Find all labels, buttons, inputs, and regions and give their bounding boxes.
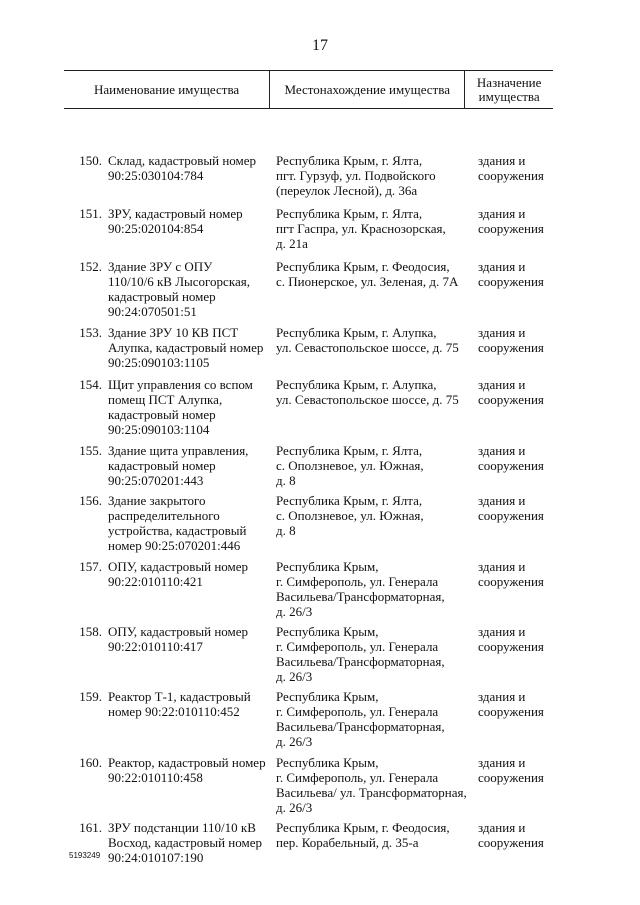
property-purpose-line: здания и bbox=[478, 259, 526, 274]
property-purpose-line: здания и bbox=[478, 443, 526, 458]
property-purpose-line: сооружения bbox=[478, 221, 544, 236]
property-name-line: 110/10/6 кВ Лысогорская, bbox=[108, 274, 250, 289]
property-name-line: Алупка, кадастровый номер bbox=[108, 340, 264, 355]
property-name-line: 90:22:010110:421 bbox=[108, 574, 203, 589]
property-purpose-line: сооружения bbox=[478, 168, 544, 183]
property-name-line: 90:25:070201:443 bbox=[108, 473, 204, 488]
property-location-line: Республика Крым, bbox=[276, 624, 379, 639]
property-name-line: Восход, кадастровый номер bbox=[108, 835, 263, 850]
property-location-line: Васильева/ ул. Трансформаторная, bbox=[276, 785, 467, 800]
property-purpose-line: здания и bbox=[478, 206, 526, 221]
row-number: 155. bbox=[79, 443, 102, 458]
property-name bbox=[108, 153, 270, 183]
property-name-line: 90:25:030104:784 bbox=[108, 168, 204, 183]
property-location-line: д. 8 bbox=[276, 473, 296, 488]
property-location bbox=[276, 624, 466, 684]
property-location-line: Республика Крым, bbox=[276, 755, 379, 770]
property-location-line: д. 26/3 bbox=[276, 800, 313, 815]
property-location-line: Васильева/Трансформаторная, bbox=[276, 654, 445, 669]
document-code: 5193249 bbox=[69, 851, 101, 860]
property-location bbox=[276, 820, 466, 850]
property-location-line: Республика Крым, г. Алупка, bbox=[276, 325, 437, 340]
property-location-line: ул. Севастопольское шоссе, д. 75 bbox=[276, 392, 459, 407]
property-name-line: 90:24:010107:190 bbox=[108, 850, 204, 865]
property-name-line: ЗРУ подстанции 110/10 кВ bbox=[108, 820, 256, 835]
property-location-line: Республика Крым, г. Ялта, bbox=[276, 206, 423, 221]
property-location-line: ул. Севастопольское шоссе, д. 75 bbox=[276, 340, 459, 355]
property-purpose-line: сооружения bbox=[478, 639, 544, 654]
page-number: 17 bbox=[312, 37, 328, 54]
property-name-line: Щит управления со вспом bbox=[108, 377, 253, 392]
property-name-line: Здание закрытого bbox=[108, 493, 206, 508]
header-location: Местонахождение имущества bbox=[269, 71, 464, 108]
property-name-line: 90:25:020104:854 bbox=[108, 221, 204, 236]
property-name bbox=[108, 755, 270, 785]
property-location-line: Васильева/Трансформаторная, bbox=[276, 719, 445, 734]
property-location-line: д. 26/3 bbox=[276, 734, 313, 749]
property-location bbox=[276, 259, 466, 289]
property-location-line: (переулок Лесной), д. 36а bbox=[276, 183, 418, 198]
property-name-line: Здание ЗРУ с ОПУ bbox=[108, 259, 213, 274]
property-name-line: ОПУ, кадастровый номер bbox=[108, 624, 249, 639]
table-header bbox=[64, 70, 553, 109]
row-number: 152. bbox=[79, 259, 102, 274]
property-purpose-line: сооружения bbox=[478, 770, 544, 785]
property-name-line: ЗРУ, кадастровый номер bbox=[108, 206, 243, 221]
header-name: Наименование имущества bbox=[93, 81, 240, 97]
property-location-line: г. Симферополь, ул. Генерала bbox=[276, 770, 439, 785]
property-location-line: Республика Крым, bbox=[276, 689, 379, 704]
header-purpose bbox=[464, 71, 553, 108]
row-number: 153. bbox=[79, 325, 102, 340]
property-location-line: Республика Крым, г. Феодосия, bbox=[276, 820, 450, 835]
property-purpose bbox=[478, 820, 554, 850]
row-number: 161. bbox=[79, 820, 102, 835]
property-name-line: Склад, кадастровый номер bbox=[108, 153, 257, 168]
property-location bbox=[276, 689, 466, 749]
property-name-line: ОПУ, кадастровый номер bbox=[108, 559, 249, 574]
header-purpose-line: имущества bbox=[478, 88, 540, 104]
property-purpose bbox=[478, 377, 554, 407]
row-number: 151. bbox=[79, 206, 102, 221]
property-purpose-line: здания и bbox=[478, 755, 526, 770]
property-purpose bbox=[478, 755, 554, 785]
property-location-line: пгт. Гурзуф, ул. Подвойского bbox=[276, 168, 436, 183]
property-location-line: Васильева/Трансформаторная, bbox=[276, 589, 445, 604]
row-number: 158. bbox=[79, 624, 102, 639]
property-purpose-line: здания и bbox=[478, 559, 526, 574]
property-purpose-line: здания и bbox=[478, 325, 526, 340]
property-purpose-line: сооружения bbox=[478, 274, 544, 289]
property-name-line: 90:24:070501:51 bbox=[108, 304, 197, 319]
property-purpose bbox=[478, 443, 554, 473]
property-name-line: Здание щита управления, bbox=[108, 443, 249, 458]
property-location bbox=[276, 493, 466, 538]
property-location-line: пгт Гаспра, ул. Краснозорская, bbox=[276, 221, 446, 236]
property-location-line: г. Симферополь, ул. Генерала bbox=[276, 574, 439, 589]
property-purpose-line: сооружения bbox=[478, 704, 544, 719]
property-location bbox=[276, 325, 466, 355]
property-name bbox=[108, 493, 270, 553]
property-name-line: кадастровый номер bbox=[108, 289, 216, 304]
property-purpose-line: сооружения bbox=[478, 574, 544, 589]
property-location-line: с. Оползневое, ул. Южная, bbox=[276, 458, 424, 473]
property-purpose bbox=[478, 559, 554, 589]
property-location-line: г. Симферополь, ул. Генерала bbox=[276, 704, 439, 719]
property-location-line: Республика Крым, bbox=[276, 559, 379, 574]
property-name bbox=[108, 206, 270, 236]
property-location-line: д. 21а bbox=[276, 236, 308, 251]
row-number: 157. bbox=[79, 559, 102, 574]
property-purpose-line: здания и bbox=[478, 689, 526, 704]
header-purpose-line: Назначение bbox=[476, 74, 542, 90]
property-purpose bbox=[478, 689, 554, 719]
property-name bbox=[108, 559, 270, 589]
property-location-line: Республика Крым, г. Ялта, bbox=[276, 443, 423, 458]
property-location-line: Республика Крым, г. Феодосия, bbox=[276, 259, 450, 274]
property-purpose-line: здания и bbox=[478, 624, 526, 639]
property-name bbox=[108, 820, 270, 865]
property-location bbox=[276, 153, 466, 198]
property-location-line: Республика Крым, г. Ялта, bbox=[276, 493, 423, 508]
property-purpose-line: сооружения bbox=[478, 458, 544, 473]
property-name-line: 90:25:090103:1105 bbox=[108, 355, 210, 370]
property-name-line: Здание ЗРУ 10 КВ ПСТ bbox=[108, 325, 239, 340]
property-location-line: с. Оползневое, ул. Южная, bbox=[276, 508, 424, 523]
property-location bbox=[276, 377, 466, 407]
property-name-line: 90:22:010110:458 bbox=[108, 770, 203, 785]
property-location-line: д. 26/3 bbox=[276, 669, 313, 684]
property-name-line: помещ ПСТ Алупка, bbox=[108, 392, 223, 407]
property-name-line: распределительного bbox=[108, 508, 220, 523]
property-name bbox=[108, 325, 270, 370]
property-location bbox=[276, 443, 466, 488]
property-name bbox=[108, 259, 270, 319]
property-location-line: пер. Корабельный, д. 35-а bbox=[276, 835, 419, 850]
property-purpose-line: сооружения bbox=[478, 392, 544, 407]
property-location-line: г. Симферополь, ул. Генерала bbox=[276, 639, 439, 654]
property-purpose bbox=[478, 259, 554, 289]
property-name bbox=[108, 689, 270, 719]
property-purpose-line: сооружения bbox=[478, 508, 544, 523]
property-name-line: Реактор Т-1, кадастровый bbox=[108, 689, 251, 704]
property-purpose bbox=[478, 493, 554, 523]
property-location-line: д. 8 bbox=[276, 523, 296, 538]
property-purpose bbox=[478, 325, 554, 355]
row-number: 160. bbox=[79, 755, 102, 770]
property-purpose-line: здания и bbox=[478, 377, 526, 392]
property-purpose-line: здания и bbox=[478, 493, 526, 508]
property-name-line: номер 90:22:010110:452 bbox=[108, 704, 240, 719]
property-name-line: Реактор, кадастровый номер bbox=[108, 755, 266, 770]
row-number: 154. bbox=[79, 377, 102, 392]
property-name-line: кадастровый номер bbox=[108, 407, 216, 422]
property-name-line: 90:22:010110:417 bbox=[108, 639, 203, 654]
property-location-line: д. 26/3 bbox=[276, 604, 313, 619]
row-number: 156. bbox=[79, 493, 102, 508]
property-location bbox=[276, 206, 466, 251]
property-location-line: с. Пионерское, ул. Зеленая, д. 7А bbox=[276, 274, 459, 289]
row-number: 150. bbox=[79, 153, 102, 168]
row-number: 159. bbox=[79, 689, 102, 704]
property-location-line: Республика Крым, г. Алупка, bbox=[276, 377, 437, 392]
property-name-line: 90:25:090103:1104 bbox=[108, 422, 210, 437]
property-purpose bbox=[478, 206, 554, 236]
property-name bbox=[108, 377, 270, 437]
property-location-line: Республика Крым, г. Ялта, bbox=[276, 153, 423, 168]
property-purpose-line: сооружения bbox=[478, 835, 544, 850]
property-purpose-line: здания и bbox=[478, 153, 526, 168]
property-purpose-line: здания и bbox=[478, 820, 526, 835]
property-name bbox=[108, 443, 270, 488]
property-name-line: кадастровый номер bbox=[108, 458, 216, 473]
property-purpose bbox=[478, 153, 554, 183]
property-name-line: устройства, кадастровый bbox=[108, 523, 247, 538]
property-location bbox=[276, 755, 466, 815]
property-name bbox=[108, 624, 270, 654]
property-name-line: номер 90:25:070201:446 bbox=[108, 538, 241, 553]
property-location bbox=[276, 559, 466, 619]
property-purpose-line: сооружения bbox=[478, 340, 544, 355]
property-purpose bbox=[478, 624, 554, 654]
